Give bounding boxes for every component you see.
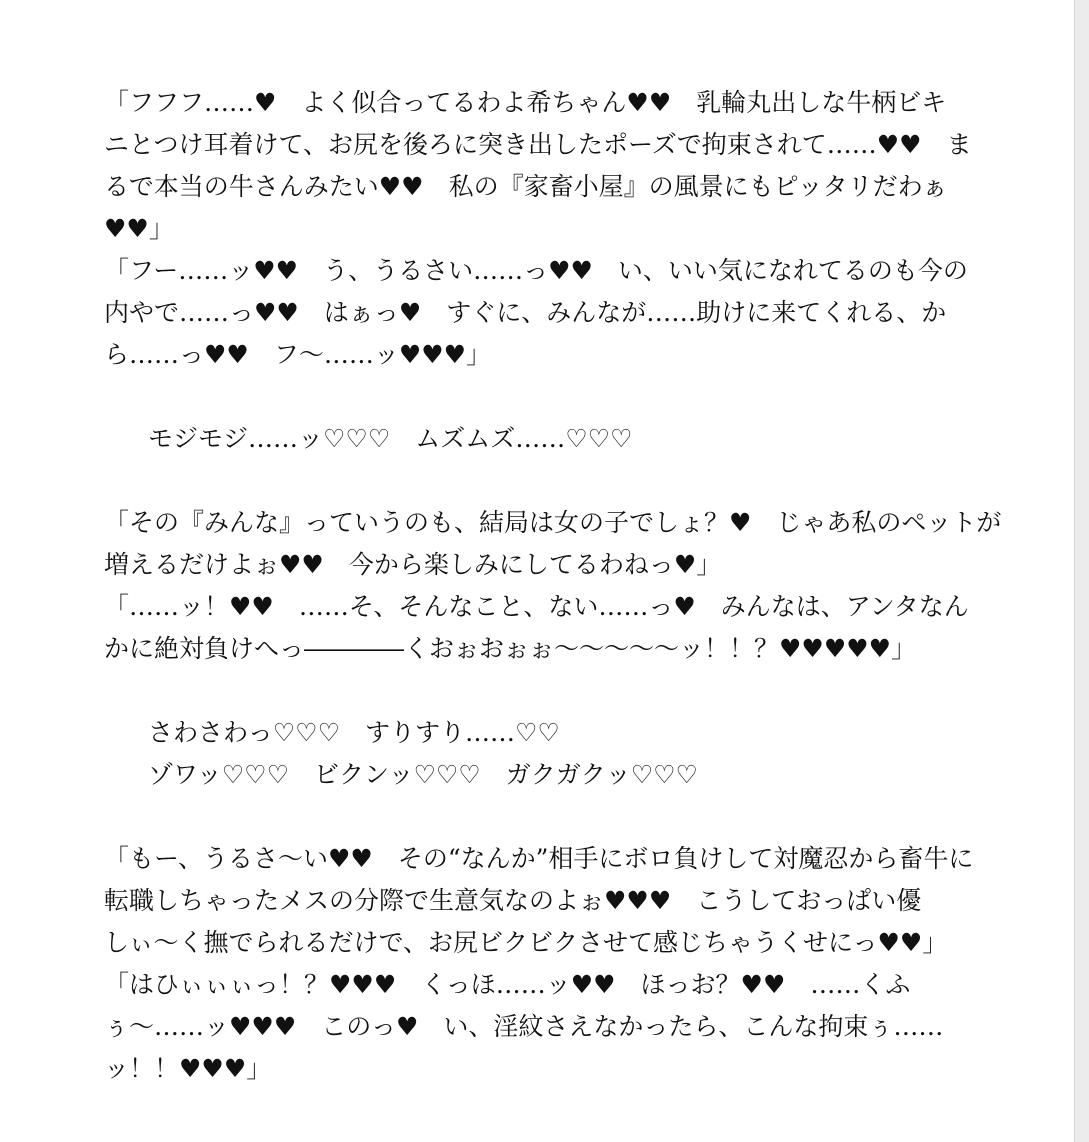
text-line: 「フフフ……♥ よく似合ってるわよ希ちゃん♥♥ 乳輪丸出しな牛柄ビキ <box>104 88 947 117</box>
text-line: ゾワッ♡♡♡ ビクンッ♡♡♡ ガクガクッ♡♡♡ <box>148 760 698 789</box>
text-line: ぅ〜……ッ♥♥♥ このっ♥ い、淫紋さえなかったら、こんな拘束ぅ…… <box>104 1012 944 1041</box>
text-line: 内やで……っ♥♥ はぁっ♥ すぐに、みんなが……助けに来てくれる、か <box>104 298 947 327</box>
text-line: るで本当の牛さんみたい♥♥ 私の『家畜小屋』の風景にもピッタリだわぁ <box>104 172 948 201</box>
document-body <box>104 82 1004 1090</box>
text-line: 「フー……ッ♥♥ う、うるさい……っ♥♥ い、いい気になれてるのも今の <box>104 256 968 285</box>
blank-line <box>104 460 1004 502</box>
text-line: 「その『みんな』っていうのも、結局は女の子でしょ？♥ じゃあ私のペットが <box>104 508 1002 537</box>
text-line: 増えるだけよぉ♥♥ 今から楽しみにしてるわねっ♥」 <box>104 550 722 579</box>
page-edge-scrollbar[interactable] <box>1074 0 1089 1142</box>
text-line: 「もー、うるさ〜い♥♥ その“なんか”相手にボロ負けして対魔忍から畜牛に <box>104 844 974 873</box>
blank-line <box>104 670 1004 712</box>
text-line: ♥♥」 <box>104 214 174 243</box>
blank-line <box>104 376 1004 418</box>
text-line: ニとつけ耳着けて、お尻を後ろに突き出したポーズで拘束されて……♥♥ ま <box>104 130 972 159</box>
text-line: かに絶対負けへっ――――くおぉおぉぉ〜〜〜〜〜ッ！！？♥♥♥♥♥」 <box>104 634 917 663</box>
text-line: しぃ〜く撫でられるだけで、お尻ビクビクさせて感じちゃうくせにっ♥♥」 <box>104 928 948 957</box>
text-line: モジモジ……ッ♡♡♡ ムズムズ……♡♡♡ <box>148 424 633 453</box>
text-line: 転職しちゃったメスの分際で生意気なのよぉ♥♥♥ こうしておっぱい優 <box>104 886 922 915</box>
text-line: 「はひぃぃぃっ！？♥♥♥ くっほ……ッ♥♥ ほっお？♥♥ ……くふ <box>104 970 911 999</box>
text-line: さわさわっ♡♡♡ すりすり……♡♡ <box>148 718 560 747</box>
text-line: ッ！！♥♥♥」 <box>104 1054 272 1083</box>
text-line: ら……っ♥♥ フ〜……ッ♥♥♥」 <box>104 340 492 369</box>
blank-line <box>104 796 1004 838</box>
text-line: 「……ッ！♥♥ ……そ、そんなこと、ない……っ♥ みんなは、アンタなん <box>104 592 969 621</box>
